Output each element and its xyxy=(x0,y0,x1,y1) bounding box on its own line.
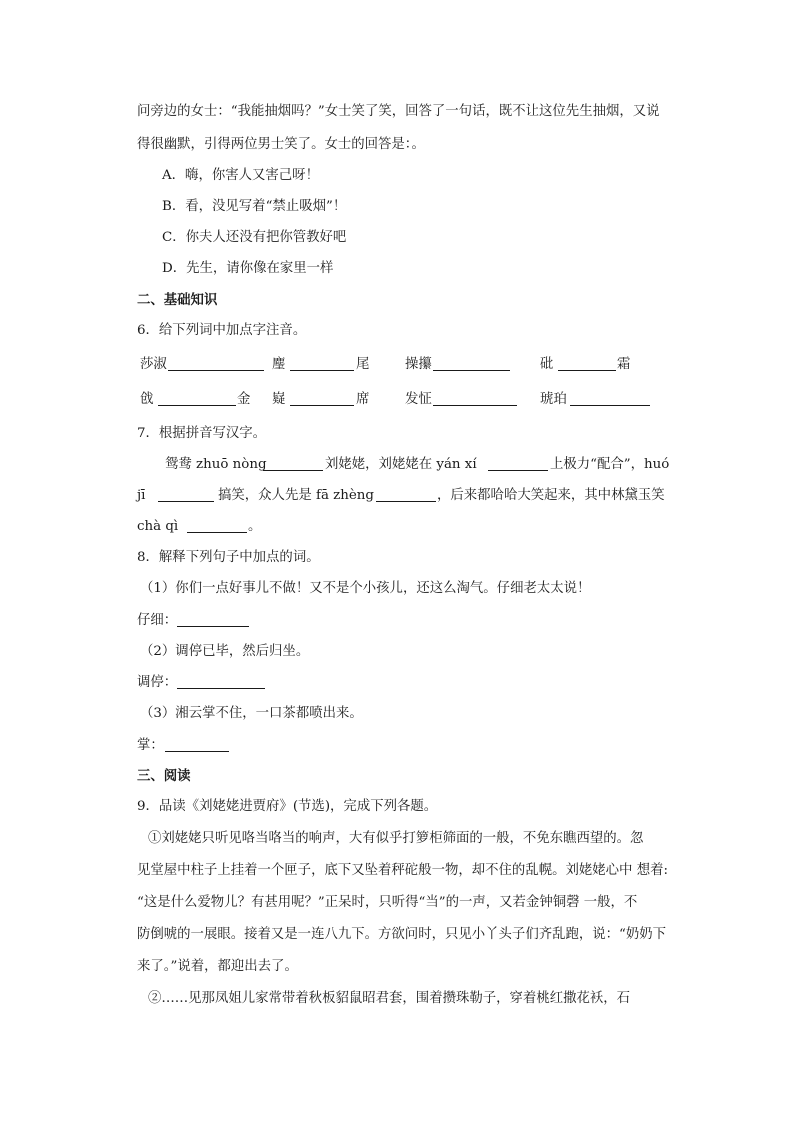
q7-text: ，后来都哈哈大笑起来，其中林黛玉笑 xyxy=(437,488,665,503)
q6-word: 霜 xyxy=(617,357,631,372)
intro-line-1: 问旁边的女士：“我能抽烟吗？”女士笑了笑，回答了一句话，既不让这位先生抽烟，又说 xyxy=(137,104,660,119)
q7-text: jī xyxy=(137,488,146,503)
answer-blank[interactable] xyxy=(558,356,616,371)
section-heading-reading: 三、阅读 xyxy=(137,768,191,784)
q8-answer-label: 仔细： xyxy=(137,613,178,628)
q9-title: 9．品读《刘姥姥进贾府》(节选)，完成下列各题。 xyxy=(137,799,438,814)
q6-word: 戗 xyxy=(140,392,154,407)
passage-p1-line-3: “这是什么爱物儿？有甚用呢？”正呆时，只听得“当”的一声，又若金钟铜磬 一般，不 xyxy=(137,895,638,910)
passage-p1-line-2: 见堂屋中柱子上挂着一个匣子，底下又坠着秤砣般一物，却不住的乱幌。刘姥姥心中 想着: xyxy=(137,863,668,878)
q6-word: 莎淑 xyxy=(140,357,167,372)
answer-blank[interactable] xyxy=(158,391,236,406)
q6-word: 发怔 xyxy=(405,392,432,407)
answer-blank[interactable] xyxy=(158,487,214,502)
q6-word: 尾 xyxy=(356,357,370,372)
answer-blank[interactable] xyxy=(168,356,264,371)
q6-word: 金 xyxy=(237,392,251,407)
q6-word: 嶷 xyxy=(272,392,286,407)
answer-blank[interactable] xyxy=(187,518,247,533)
answer-blank[interactable] xyxy=(488,456,548,471)
q7-text: 搞笑，众人先是 fā zhèng xyxy=(218,488,374,503)
q7-title: 7．根据拼音写汉字。 xyxy=(137,426,267,441)
answer-blank[interactable] xyxy=(177,674,265,689)
answer-blank[interactable] xyxy=(433,356,510,371)
answer-blank[interactable] xyxy=(165,737,229,752)
q6-word: 琥珀 xyxy=(540,392,567,407)
q7-text: 鸳鸯 zhuō nòng xyxy=(165,457,267,472)
section-heading-basic: 二、基础知识 xyxy=(137,292,218,308)
option-d: D．先生，请你像在家里一样 xyxy=(162,261,334,276)
q6-word: 砒 xyxy=(540,357,554,372)
q7-text: 上极力“配合”，huó xyxy=(550,457,670,472)
answer-blank[interactable] xyxy=(263,456,323,471)
answer-blank[interactable] xyxy=(570,391,650,406)
option-b: B．看，没见写着“禁止吸烟”！ xyxy=(162,199,347,214)
passage-p1-line-1: ①刘姥姥只听见咯当咯当的响声，大有似乎打箩柜筛面的一般，不免东瞧西望的。忽 xyxy=(148,831,644,846)
option-c: C．你夫人还没有把你管教好吧 xyxy=(162,230,347,245)
q8-sentence-2: （2）调停已毕，然后归坐。 xyxy=(140,644,310,659)
passage-p2-line-1: ②……见那凤姐儿家常带着秋板貂鼠昭君套，围着攒珠勒子，穿着桃红撒花袄，石 xyxy=(148,991,631,1006)
answer-blank[interactable] xyxy=(433,391,517,406)
q6-title: 6．给下列词中加点字注音。 xyxy=(137,323,307,338)
answer-blank[interactable] xyxy=(376,487,436,502)
option-a: A．嗨，你害人又害己呀！ xyxy=(162,168,319,183)
passage-p1-line-4: 防倒唬的一展眼。接着又是一连八九下。方欲问时，只见小丫头子们齐乱跑，说：“奶奶下 xyxy=(137,927,667,942)
q6-word: 麈 xyxy=(272,357,286,372)
q8-answer-label: 掌： xyxy=(137,738,164,753)
q6-word: 席 xyxy=(356,392,370,407)
q7-text: chà qì xyxy=(137,519,179,534)
answer-blank[interactable] xyxy=(177,612,249,627)
q8-sentence-1: （1）你们一点好事儿不做！又不是个小孩儿，还这么淘气。仔细老太太说！ xyxy=(140,581,591,596)
q7-text: 。 xyxy=(248,519,262,534)
intro-line-2: 得很幽默，引得两位男士笑了。女士的回答是：。 xyxy=(137,137,425,152)
q8-answer-label: 调停： xyxy=(137,675,178,690)
q8-sentence-3: （3）湘云掌不住，一口茶都喷出来。 xyxy=(140,706,363,721)
q7-text: 刘姥姥，刘姥姥在 yán xí xyxy=(325,457,477,472)
q6-word: 操攥 xyxy=(405,357,432,372)
answer-blank[interactable] xyxy=(290,391,354,406)
passage-p1-line-5: 来了。”说着，都迎出去了。 xyxy=(137,959,298,974)
q8-title: 8．解释下列句子中加点的词。 xyxy=(137,550,320,565)
answer-blank[interactable] xyxy=(290,356,354,371)
